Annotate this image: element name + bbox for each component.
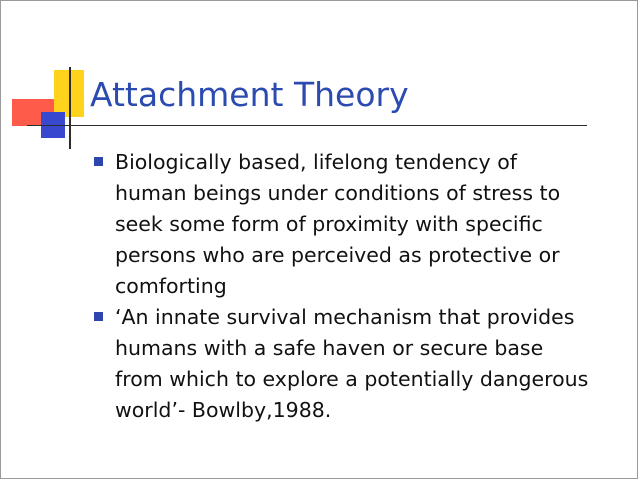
bullet-line: persons who are perceived as protective or [115, 243, 560, 267]
bullet-line: comforting [115, 274, 227, 298]
bullet-item [91, 302, 611, 426]
bullet-line: world’- Bowlby,1988. [115, 398, 332, 422]
bullet-text [115, 147, 611, 302]
slide-title: Attachment Theory [90, 75, 409, 114]
bullet-text [115, 302, 611, 426]
bullet-item [91, 147, 611, 302]
bullet-line: human beings under conditions of stress to [115, 181, 561, 205]
square-bullet-icon [94, 157, 103, 166]
decorative-vertical-line [69, 67, 71, 149]
bullet-line: from which to explore a potentially dangerous [115, 367, 589, 391]
bullet-list [91, 147, 611, 426]
bullet-line: humans with a safe haven or secure base [115, 336, 544, 360]
bullet-line: seek some form of proximity with specific [115, 212, 543, 236]
title-underline [27, 125, 587, 126]
square-bullet-icon [94, 312, 103, 321]
bullet-line: Biologically based, lifelong tendency of [115, 150, 517, 174]
bullet-line: ‘An innate survival mechanism that provides [115, 305, 575, 329]
